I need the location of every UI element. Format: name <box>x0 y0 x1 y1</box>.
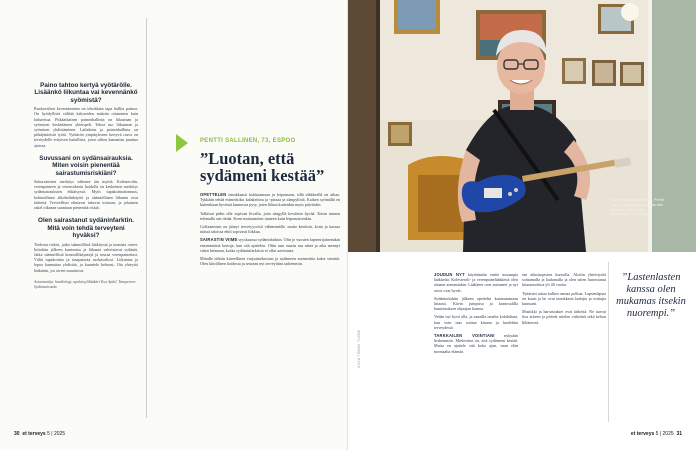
paragraph-text: Sydäninfarktin jälkeen opettelin kuntoutumaan hitaasti. Kävin jumpissa ja kuntosalilla kuntoutuksen ohjaajan kanssa. <box>434 295 518 312</box>
paragraph-lead: SAIRASTIN VIIME <box>200 237 238 243</box>
qa-column <box>34 82 138 289</box>
story-paragraph <box>434 296 518 312</box>
qa-question: Paino tahtoo kertyä vyötärölle. Lisäänkö liikuntaa vai kevennänkö syömistä? <box>34 82 138 104</box>
page-number: 31 <box>676 431 682 437</box>
paragraph-text: ran aikuisopiston kurssilla. Aloitin yhteistyötä soittamalla ja laulamalla ja olen sitten harrastanut kitaransoittoa yli 40 vuotta. <box>522 272 606 288</box>
paragraph-lead: JOUDUN NYT <box>434 272 465 277</box>
column-divider <box>608 262 609 422</box>
qa-item <box>34 217 138 272</box>
story-column-right-1 <box>434 272 518 357</box>
story-column <box>200 138 340 269</box>
paragraph-text: käyttämään enttiä uusampia lääkkeitä. Kolesteroli- ja verenpainelääkkeitä olen ottanut aiemminkin. Lääkkeet ovat auttaneet ja nyt arvot ovat hyvät. <box>434 272 518 293</box>
photo-credit: KUVA TOMMI TUOMI <box>357 329 361 368</box>
qa-answer: Tiedosta riskisi, jatka säännöllistä lääkitystä ja tunnista oireet. Infarktin jälkeen kuntoutus ja liikunta vahvistavat sydäntä. Jatka säännöllisiä kontrollikäyntejä ja seuraa verenpainettasi. Vältä tupakointia ja tasapainota ruokavaliosi. Liikuntaa ja lepoa kannattaa yhdistää, ja kuuntele kehoasi. Ota yhteyttä lääkäriin, jos oireet muuttuvat. <box>34 241 138 273</box>
story-paragraph <box>200 237 340 253</box>
story-paragraph <box>200 192 340 208</box>
page-number: 30 <box>14 431 20 437</box>
paragraph-lead: OPETTELEN <box>200 192 227 197</box>
paragraph-lead: TARKKAILEN VOINTIANI <box>434 333 495 339</box>
story-paragraph <box>200 256 340 266</box>
qa-item <box>34 155 138 210</box>
qa-question: Suvussani on sydänsairauksia. Miten voisin pienentää sairastumisriskiäni? <box>39 154 133 177</box>
story-paragraph <box>522 272 606 288</box>
story-byline: PENTTI SALLINEN, 73, ESPOO <box>200 138 296 144</box>
left-footer <box>14 431 65 437</box>
pull-quote: ”Lastenlasten kanssa olen mukamas itsekin nuorempi.” <box>616 272 686 319</box>
paragraph-text: nykyään herkemmin. Mielestäni on, että sydämeni kestää. Mutta en ajattele sitä koko ajan, vaan elän normaalia elämää. <box>434 333 518 354</box>
paragraph-text: Vedän nyt hyvä olla, ja sanailla omalta kohdaltani, kun voin taas soittaa kitaraa ja huolehtia terveydestä. <box>434 314 518 330</box>
portrait-photo <box>348 0 696 252</box>
paragraph-text: Golfaaminen on jäänyt tervetyysvisti vähemmälle, mutta kesäisin, kotia ja kassaa näissä taloissa ehtii sopivasti liikkua. <box>200 224 340 235</box>
qa-answer: Ruokavalion keventäminen on tehokkain tapa hallita painoa. On hyödyllistä välttää kaloreiden määrän ottaminen kuin kulutettua. Pitkäaikainen painonhallinta on liikunnan ja syömisen keskinäinen yhteispeli. Tehoa tuo liikunnan ja syömisen yhdistäminen. Laihdutus ja painonhallinta on pitkäjänteistä työtä. Vyötärön ympärykseen kertyvä rasva on terveydelle erityisen haitallista, joten siihen kannattaa puuttua ajoissa. <box>34 106 138 148</box>
story-column-right-2 <box>522 272 606 328</box>
right-footer <box>631 431 682 437</box>
qa-answer: Sukurasitteen merkitys vähenee iän myötä. Kolesterolin, verenpaineen ja verensokerin hoidolla on keskeinen merkitys sydänsairauksien ehkäisyssä. Myös tupakoimattomuus, kohtuullinen alkoholinkäyttö ja säännöllinen liikunta ovat tärkeitä. Terveelliset elintavat tukevat toisiaan, ja jokainen askel oikeaan suuntaan pienentää riskiä. <box>34 179 138 211</box>
story-paragraph <box>434 314 518 330</box>
expert-credit: Asiantuntija: kardiologi, apulaisylilääkäri Esa Aydol, Tampereen Sydänsairaala. <box>34 279 136 289</box>
magazine-name: et terveys <box>630 431 655 437</box>
paragraph-text: Tyttäreni taitaa kulkea samaa polkua. Lapsenlapsia on kuusi ja he ovat innokkaita laulajia ja soittajia kanssani. <box>522 290 606 307</box>
paragraph-text: Talkiisat pidin olla sopivan liivalla, jotta sängyllä kestäisin hyvää. Käsin tunnen telemalla sen tietää. Koen muistamieni tunteen kuin leipomaisenkin. <box>200 210 340 221</box>
story-paragraph <box>200 224 340 234</box>
right-page <box>348 0 696 450</box>
issue-number: 5 | 2025 <box>47 431 66 437</box>
paragraph-text: Musiikki ja harrastukset ovat tärkeitä. Ne tuovat iloa arkeen ja pitävät mielen virkeänä sekä kehon liikkeessä. <box>522 309 606 325</box>
paragraph-text: innokkaasti kokkaamaan ja leipomaan, sillä eläkkeellä on aikaa. Tykkään tehdä esimerkiksi kalakeittoa ja -pizzaa ja sämpylöitä. Kaiken syömällä en kuitenkaan hyvässä kunnossa pysy, joten liikun kuitenkin myös päivittäin. <box>200 192 340 208</box>
photo-caption: ”Sinä ei tunteja laskettu”, Pentti sanoo kitaransoitosta. Hän teki soittimen omin käsin aikuisopiston kurssilla. <box>610 197 664 217</box>
qa-question: Olen sairastanut sydäninfarktin. Mitä voin tehdä terveyteni hyväksi? <box>38 217 134 240</box>
qa-item <box>34 82 138 148</box>
story-paragraph <box>200 211 340 221</box>
column-divider <box>146 18 147 418</box>
story-paragraph <box>522 291 606 307</box>
story-paragraph <box>434 272 518 293</box>
paragraph-text: syyskuussa sydäninfarktin. Olin jo vuosien lapsenrijainenakin ensimmäisiä kertoja, kun sitä ajattelen. Oliin taas suurin osa niinä ja aika mennyt sitten hiemaan, koska sydäminfarktista ei ollut aavistusta. <box>200 237 340 253</box>
issue-number: 5 | 2025 <box>655 431 674 437</box>
paragraph-text: Minulle tehtiin kiireellinen varjoainekuvaus ja sydämeen asennettiin kaksi stenttiä. Olen kiitollinen hoidosta ja seuraan nyt terveyttäni tarkemmin. <box>200 256 340 267</box>
arrow-marker-icon <box>176 134 188 152</box>
story-paragraph <box>434 333 518 354</box>
story-headline: ”Luotan, että sydämeni kestää” <box>200 149 325 185</box>
magazine-name: et terveys <box>22 431 46 437</box>
story-paragraph <box>522 309 606 325</box>
